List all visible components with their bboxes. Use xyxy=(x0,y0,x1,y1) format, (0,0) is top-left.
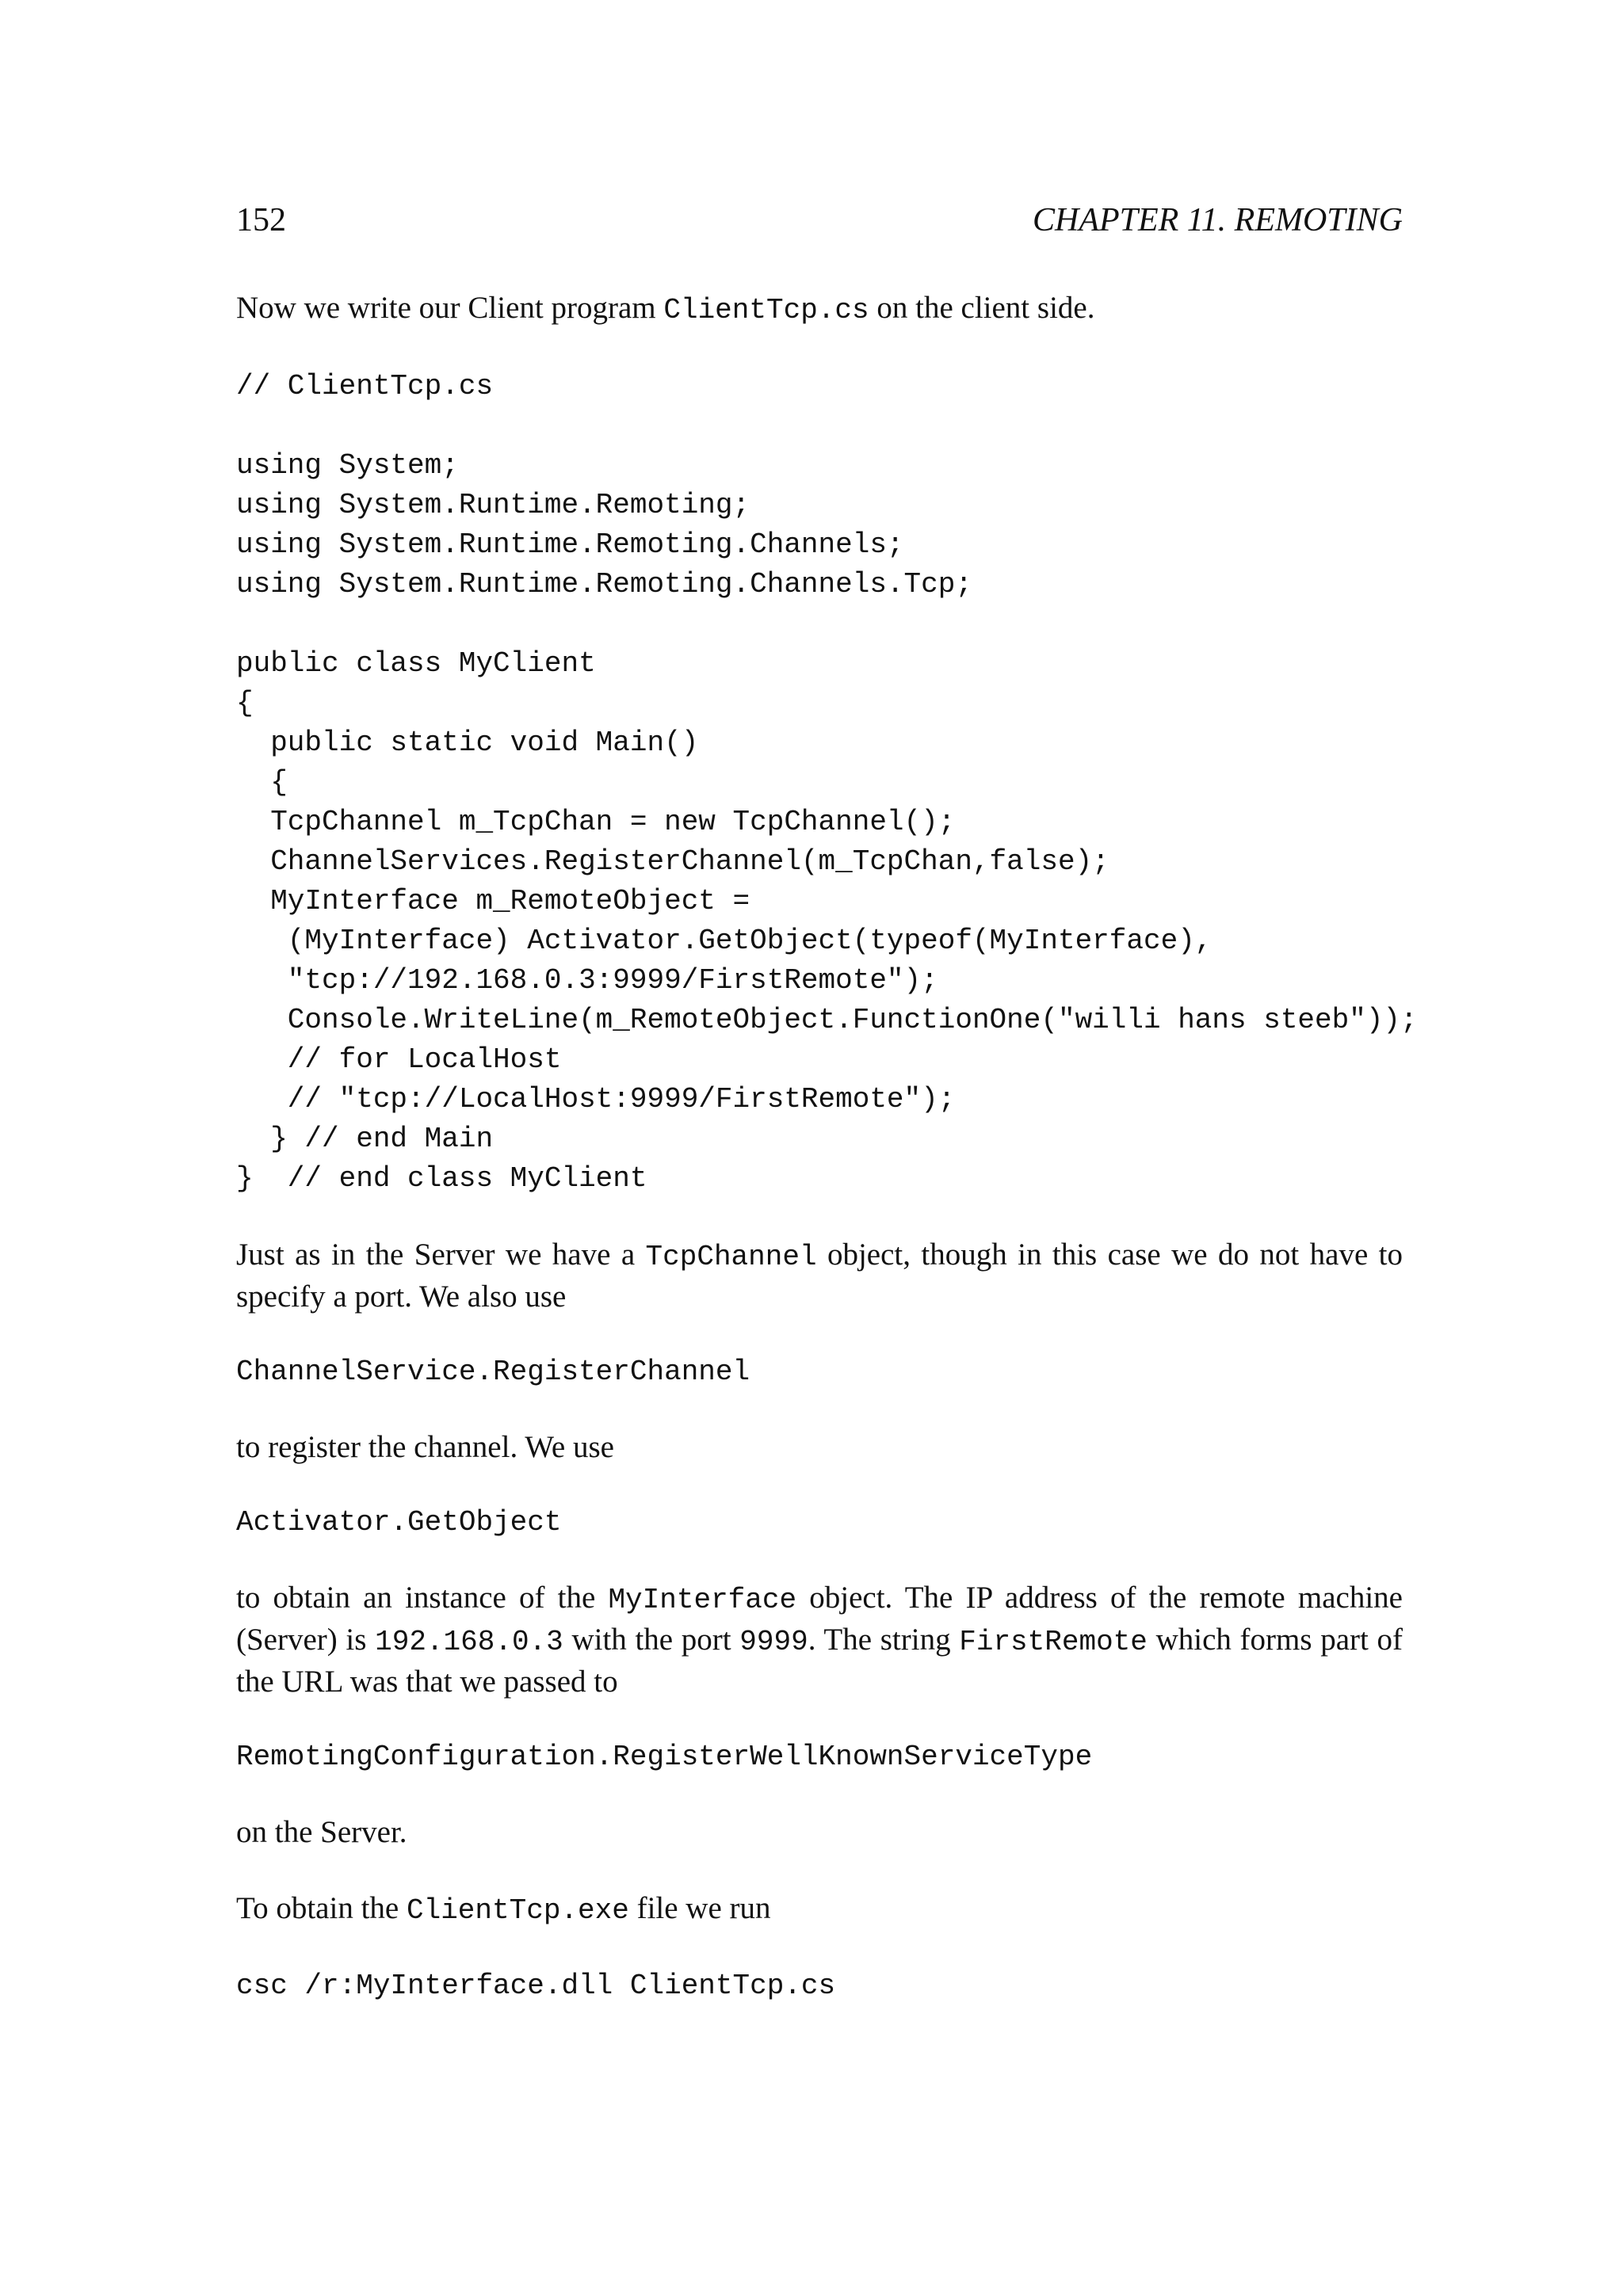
page-body xyxy=(236,288,1418,2006)
server-paragraph: on the Server. xyxy=(236,1815,407,1849)
tcpchannel-paragraph xyxy=(236,1235,1403,1317)
obtain-paragraph xyxy=(236,1578,1403,1702)
register-paragraph: to register the channel. We use xyxy=(236,1430,614,1464)
inline-code-myinterface: MyInterface xyxy=(608,1584,797,1616)
code-line: // ClientTcp.cs xyxy=(236,370,494,402)
code-getobject: Activator.GetObject xyxy=(236,1506,562,1539)
code-line: } // end Main xyxy=(236,1123,494,1155)
code-line: public static void Main() xyxy=(236,727,699,759)
intro-text: Now we write our Client program xyxy=(236,291,664,325)
code-line: "tcp://192.168.0.3:9999/FirstRemote"); xyxy=(236,964,938,997)
code-line: { xyxy=(236,766,288,799)
code-line: TcpChannel m_TcpChan = new TcpChannel(); xyxy=(236,806,956,838)
code-register-channel: ChannelService.RegisterChannel xyxy=(236,1356,750,1388)
inline-code-clienttcp-exe: ClientTcp.exe xyxy=(406,1894,629,1927)
paragraph-text: Just as in the Server we have a xyxy=(236,1238,646,1272)
paragraph-text: To obtain the xyxy=(236,1891,407,1925)
paragraph-text: object, though in this case we do not have to specify a port. We also use xyxy=(236,1238,1403,1314)
code-line: } // end class MyClient xyxy=(236,1162,647,1195)
code-wellknown: RemotingConfiguration.RegisterWellKnownServiceType xyxy=(236,1741,1093,1773)
code-line: MyInterface m_RemoteObject = xyxy=(236,885,750,917)
running-head: CHAPTER 11. REMOTING xyxy=(1032,202,1403,238)
inline-code-ip: 192.168.0.3 xyxy=(375,1626,563,1658)
code-line: using System.Runtime.Remoting.Channels; xyxy=(236,528,904,561)
paragraph-text: with the port xyxy=(563,1623,740,1657)
code-line: using System; xyxy=(236,449,459,482)
page-header xyxy=(236,201,1403,246)
code-line: // for LocalHost xyxy=(236,1043,562,1076)
inline-code-port: 9999 xyxy=(739,1626,808,1658)
code-line: Console.WriteLine(m_RemoteObject.FunctionOne("willi hans steeb")); xyxy=(236,1004,1418,1036)
code-line: // "tcp://LocalHost:9999/FirstRemote"); xyxy=(236,1083,956,1116)
inline-code-tcpchannel: TcpChannel xyxy=(645,1241,817,1273)
paragraph-text: object. The IP address of the remote machine (Server) is xyxy=(236,1581,1403,1657)
inline-code-firstremote: FirstRemote xyxy=(959,1626,1148,1658)
exe-paragraph xyxy=(236,1889,1403,1931)
paragraph-text: which forms part of the URL was that we passed to xyxy=(236,1623,1403,1699)
paragraph-text: . The string xyxy=(808,1623,960,1657)
code-line: using System.Runtime.Remoting.Channels.Tcp; xyxy=(236,568,972,601)
paragraph-text: to obtain an instance of the xyxy=(236,1581,609,1615)
intro-text-end: on the client side. xyxy=(869,291,1095,325)
intro-paragraph xyxy=(236,288,1403,330)
code-csc-command: csc /r:MyInterface.dll ClientTcp.cs xyxy=(236,1970,836,2002)
page-number: 152 xyxy=(236,202,286,238)
code-listing xyxy=(236,367,1418,1199)
code-line: { xyxy=(236,687,254,719)
code-line xyxy=(236,605,1403,644)
code-line: (MyInterface) Activator.GetObject(typeof(MyInterface), xyxy=(236,925,1212,957)
inline-code-clienttcp: ClientTcp.cs xyxy=(663,294,869,326)
code-line: ChannelServices.RegisterChannel(m_TcpChan,false); xyxy=(236,845,1109,878)
paragraph-text: file we run xyxy=(628,1891,771,1925)
code-line: using System.Runtime.Remoting; xyxy=(236,489,750,521)
code-line: public class MyClient xyxy=(236,647,596,680)
code-line xyxy=(236,406,1403,446)
